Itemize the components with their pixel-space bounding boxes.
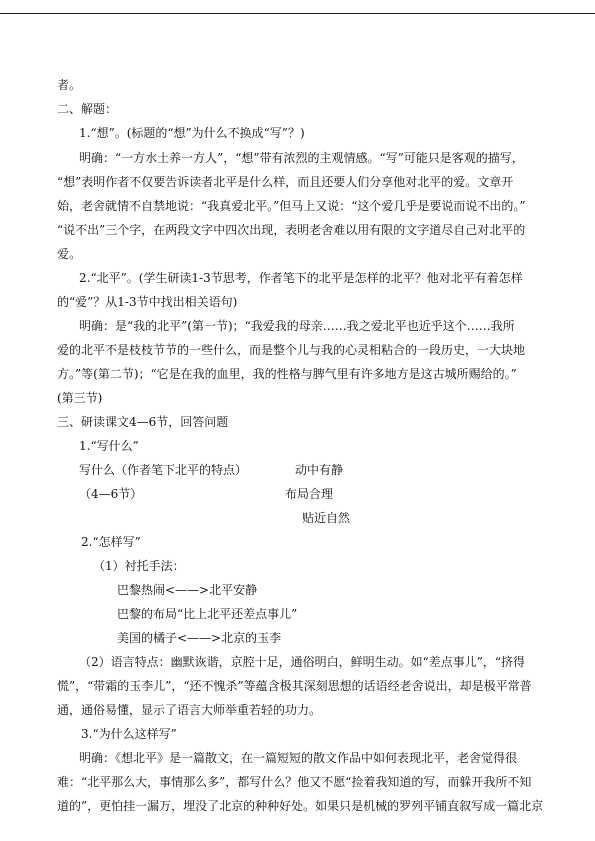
text-line: （1）衬托手法：: [93, 559, 185, 573]
header-rule: [0, 13, 595, 14]
text-line: 通，通俗易懂，显示了语言大师举重若轻的功力。: [57, 703, 322, 717]
text-line: 难：“北平那么大，事情那么多”，都写什么？他又不愿“捡着我知道的写，而躲开我所不知: [57, 775, 532, 789]
text-line: 巴黎热闹<——>北平安静: [117, 583, 258, 597]
text-line: 爱的北平不是枝枝节节的一些什么，而是整个儿与我的心灵相粘合的一段历史，一大块地: [57, 343, 526, 357]
text-line: 明确：《想北平》是一篇散文，在一篇短短的散文作品中如何表现北平，老舍觉得很: [79, 751, 518, 765]
section-heading: 二、解题：: [57, 102, 118, 116]
text-line: 道的”，更怕挂一漏万，埋没了北京的种种好处。如果只是机械的罗列平铺直叙写成一篇北京: [57, 799, 544, 813]
text-line: （4—6节）: [79, 487, 143, 501]
text-line: 爱。: [57, 247, 82, 261]
text-line: 美国的橘子<——>北京的玉李: [117, 631, 282, 645]
text-line: 明确：是“我的北平”(第一节)；“我爱我的母亲……我之爱北平也近乎这个……我所: [79, 319, 515, 333]
text-line: (第三节): [57, 391, 103, 405]
text-line: 写什么（作者笔下北平的特点）: [79, 463, 248, 477]
text-line: 方。”等(第二节)；“它是在我的血里，我的性格与脾气里有许多地方是这古城所赐给的。”: [57, 367, 517, 381]
feature-tag: 贴近自然: [302, 511, 351, 525]
text-line: 慌”，“带霜的玉李儿”，“还不愧杀”等蕴含极其深刻思想的话语经老舍说出，却是极平常普: [57, 679, 532, 693]
sub-heading: 2.“怎样写”: [81, 535, 141, 549]
sub-heading: 1.“写什么”: [79, 439, 139, 453]
sub-heading: 2.“北平”。(学生研读1-3节思考，作者笔下的北平是怎样的北平？他对北平有着怎样: [79, 271, 523, 285]
feature-tag: 布局合理: [285, 487, 334, 501]
text-line: “说不出”三个字，在两段文字中四次出现，表明老舍难以用有限的文字道尽自己对北平的: [57, 223, 526, 237]
text-line: 的“爱”？从1-3节中找出相关语句): [57, 295, 238, 309]
text-line: 巴黎的布局“比上北平还差点事儿”: [117, 607, 298, 621]
text-line: 者。: [57, 78, 82, 92]
section-heading: 三、研读课文4—6节，回答问题: [57, 415, 229, 429]
sub-heading: 1.“想”。(标题的“想”为什么不换成“写”？): [79, 126, 305, 140]
text-line: “想”表明作者不仅要告诉读者北平是什么样，而且还要人们分享他对北平的爱。文章开: [57, 175, 514, 189]
text-line: 明确：“一方水土养一方人”，“想”带有浓烈的主观情感。“写”可能只是客观的描写，: [79, 151, 524, 165]
text-line: 始，老舍就情不自禁地说：“我真爱北平。”但马上又说：“这个爱几乎是要说而说不出的。”: [57, 199, 526, 213]
text-line: （2）语言特点：幽默诙谐，京腔十足，通俗明白，鲜明生动。如“差点事儿”，“挤得: [79, 655, 526, 669]
feature-tag: 动中有静: [295, 463, 344, 477]
sub-heading: 3.“为什么这样写”: [81, 727, 177, 741]
